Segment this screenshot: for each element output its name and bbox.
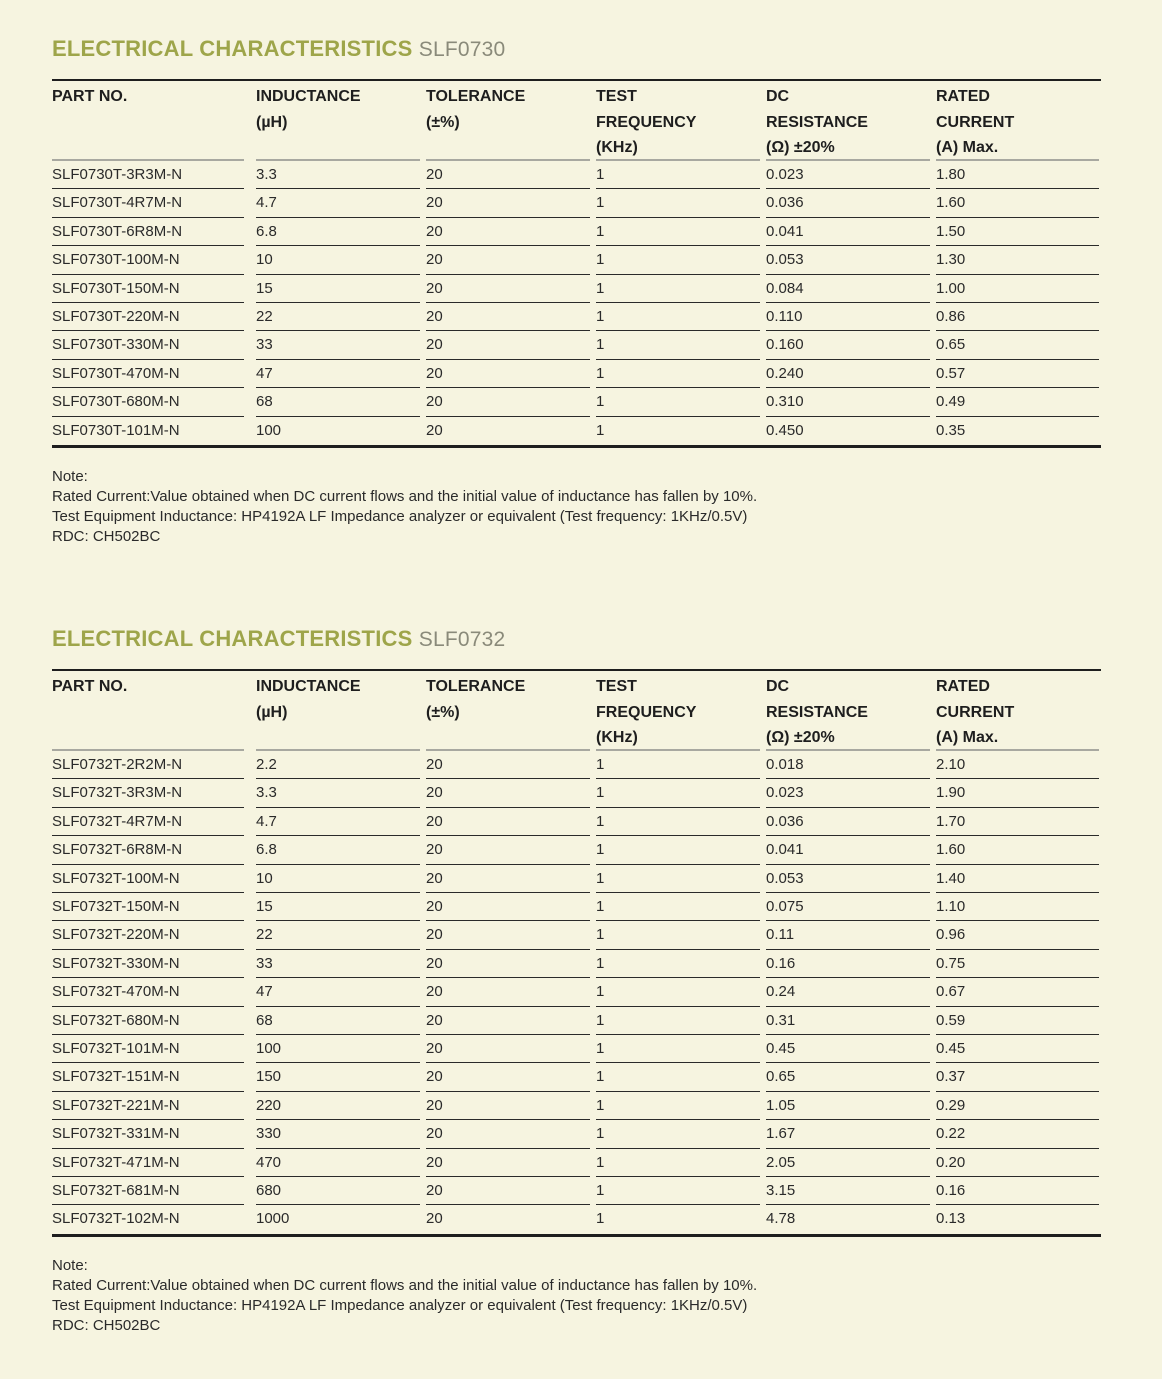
- table-cell: 0.59: [936, 1011, 966, 1029]
- column-header-line: TOLERANCE: [426, 678, 526, 695]
- table-cell: 0.75: [936, 954, 966, 972]
- table-cell: 0.31: [766, 1011, 796, 1029]
- table-cell: 1: [596, 756, 605, 773]
- table-cell: 3.3: [256, 784, 277, 802]
- table-cell: SLF0730T-330M-N: [52, 336, 180, 354]
- column-header-line: (Ω) ±20%: [766, 139, 835, 156]
- note-heading: Note:: [52, 468, 88, 485]
- table-cell: 1: [596, 222, 605, 240]
- table-cell: 10: [256, 251, 273, 269]
- table-cell: 100: [256, 421, 282, 439]
- table-cell: SLF0730T-4R7M-N: [52, 194, 183, 212]
- table-row: [52, 1205, 1101, 1233]
- table-cell: 10: [256, 869, 273, 887]
- table-row: [52, 161, 1101, 189]
- column-header: [256, 674, 361, 725]
- note-line: Rated Current:Value obtained when DC current flows and the initial value of inductance has fallen by 10%.: [52, 1276, 758, 1294]
- table-cell: 0.24: [766, 983, 796, 1001]
- table-cell: SLF0732T-330M-N: [52, 954, 180, 972]
- table-cell: SLF0730T-220M-N: [52, 308, 180, 325]
- table-cell: 1.60: [936, 841, 966, 859]
- table-cell: SLF0730T-101M-N: [52, 421, 180, 439]
- column-header-line: DC: [766, 678, 790, 695]
- table-cell: 0.65: [766, 1068, 796, 1086]
- table-cell: 1.30: [936, 251, 966, 269]
- table-cell: 0.96: [936, 926, 966, 944]
- table-cell: 1: [596, 279, 605, 297]
- table-cell: SLF0732T-681M-N: [52, 1182, 180, 1199]
- table-row: [52, 865, 1101, 893]
- table-cell: SLF0732T-6R8M-N: [52, 841, 183, 859]
- table-top-rule: [52, 79, 1101, 81]
- table-row: [52, 218, 1101, 246]
- table-cell: 20: [426, 1210, 443, 1228]
- table-cell: SLF0730T-470M-N: [52, 364, 180, 382]
- table-cell: SLF0730T-100M-N: [52, 251, 180, 269]
- table-cell: 20: [426, 364, 443, 382]
- table-cell: SLF0732T-100M-N: [52, 869, 180, 887]
- table-cell: 22: [256, 308, 273, 325]
- note-line: Test Equipment Inductance: HP4192A LF Impedance analyzer or equivalent (Test frequency: 1KHz/0.5V): [52, 1296, 748, 1314]
- table-cell: 470: [256, 1153, 282, 1171]
- column-header: [766, 674, 868, 751]
- table-cell: 1: [596, 1096, 605, 1114]
- column-header-line: RESISTANCE: [766, 113, 868, 131]
- table-cell: 1: [596, 1125, 605, 1143]
- table-cell: 20: [426, 421, 443, 439]
- column-header-line: (±%): [426, 703, 460, 721]
- column-header: [596, 674, 696, 751]
- table-cell: 20: [426, 393, 443, 411]
- table-cell: 20: [426, 1153, 443, 1171]
- column-header: [596, 84, 696, 161]
- table-cell: 20: [426, 1125, 443, 1143]
- table-cell: 1: [596, 784, 605, 802]
- column-header: [256, 84, 361, 135]
- table-top-rule: [52, 669, 1101, 671]
- table-cell: 1: [596, 194, 605, 212]
- table-cell: SLF0730T-6R8M-N: [52, 222, 183, 240]
- column-header-line: (µH): [256, 703, 288, 721]
- table-cell: 0.65: [936, 336, 966, 354]
- table-cell: 1: [596, 364, 605, 382]
- table-cell: 1: [596, 898, 605, 915]
- table-cell: 1000: [256, 1210, 290, 1228]
- table-cell: SLF0732T-151M-N: [52, 1068, 180, 1086]
- table-cell: 0.023: [766, 784, 804, 802]
- table-row: [52, 1063, 1101, 1091]
- table-cell: 0.310: [766, 393, 804, 411]
- table-cell: 1: [596, 812, 605, 830]
- table-row: [52, 388, 1101, 416]
- table-cell: 20: [426, 222, 443, 240]
- table-cell: 68: [256, 393, 273, 411]
- table-cell: 0.240: [766, 364, 804, 382]
- table-cell: 1: [596, 1068, 605, 1086]
- column-header-line: (KHz): [596, 729, 638, 746]
- table-row: [52, 303, 1101, 331]
- table-row: [52, 893, 1101, 921]
- table-cell: SLF0732T-3R3M-N: [52, 784, 183, 802]
- table-cell: 1: [596, 393, 605, 411]
- table-cell: 220: [256, 1096, 282, 1114]
- table-cell: 0.023: [766, 166, 804, 183]
- table-cell: 15: [256, 898, 273, 915]
- table-row: [52, 275, 1101, 303]
- column-header-line: (A) Max.: [936, 729, 999, 746]
- table-bottom-rule: [52, 1234, 1101, 1237]
- table-cell: 1: [596, 1182, 605, 1199]
- table-cell: 6.8: [256, 841, 277, 859]
- column-header-line: INDUCTANCE: [256, 678, 361, 695]
- column-header-line: (KHz): [596, 139, 638, 156]
- table-cell: 20: [426, 1011, 443, 1029]
- column-header-line: DC: [766, 88, 790, 105]
- table-cell: 1: [596, 1153, 605, 1171]
- table-cell: 0.57: [936, 364, 966, 382]
- table-cell: 0.041: [766, 222, 804, 240]
- table-cell: 1.10: [936, 898, 966, 915]
- table-cell: 1.90: [936, 784, 966, 802]
- table-cell: 6.8: [256, 222, 277, 240]
- table-cell: 20: [426, 841, 443, 859]
- table-cell: SLF0730T-3R3M-N: [52, 166, 183, 183]
- column-header-line: FREQUENCY: [596, 113, 697, 131]
- table-cell: 1: [596, 983, 605, 1001]
- table-cell: 100: [256, 1040, 282, 1057]
- table-cell: 20: [426, 336, 443, 354]
- table-cell: 330: [256, 1125, 282, 1143]
- table-cell: 1: [596, 1011, 605, 1029]
- table-cell: 1: [596, 841, 605, 859]
- table-cell: 0.86: [936, 308, 966, 325]
- notes-block: [52, 1256, 757, 1336]
- table-cell: 33: [256, 954, 273, 972]
- table-cell: 0.67: [936, 983, 966, 1001]
- table-row: [52, 978, 1101, 1006]
- table-cell: 20: [426, 194, 443, 212]
- table-cell: 20: [426, 1096, 443, 1114]
- table-row: [52, 779, 1101, 807]
- table-cell: 680: [256, 1182, 282, 1199]
- table-cell: 0.45: [936, 1040, 966, 1057]
- table-row: [52, 836, 1101, 864]
- column-header-line: (µH): [256, 113, 288, 131]
- table-cell: 0.018: [766, 756, 804, 773]
- table-cell: 1.60: [936, 194, 966, 212]
- column-header: [936, 84, 1014, 161]
- table-cell: 0.20: [936, 1153, 966, 1171]
- table-cell: 1: [596, 308, 605, 325]
- table-row: [52, 1177, 1101, 1205]
- table-cell: 2.2: [256, 756, 277, 773]
- model-number: SLF0730: [418, 38, 506, 61]
- table-row: [52, 808, 1101, 836]
- table-cell: 0.160: [766, 336, 804, 354]
- note-line: RDC: CH502BC: [52, 1316, 161, 1334]
- column-header-line: PART NO.: [52, 678, 128, 695]
- table-cell: 1.70: [936, 812, 966, 830]
- table-cell: 0.16: [766, 954, 796, 972]
- table-cell: 1.50: [936, 222, 966, 240]
- table-cell: 4.78: [766, 1210, 796, 1228]
- table-cell: 20: [426, 251, 443, 269]
- table-cell: 1: [596, 166, 605, 183]
- section-title: [52, 36, 1101, 62]
- table-row: [52, 331, 1101, 359]
- table-cell: 0.036: [766, 194, 804, 212]
- table-cell: 1: [596, 1210, 605, 1228]
- column-header-line: INDUCTANCE: [256, 88, 361, 105]
- table-cell: 2.05: [766, 1153, 796, 1171]
- column-header-line: TEST: [596, 678, 637, 695]
- table-cell: 15: [256, 279, 273, 297]
- table-cell: SLF0732T-680M-N: [52, 1011, 180, 1029]
- table-cell: 47: [256, 364, 273, 382]
- table-cell: 0.053: [766, 869, 804, 887]
- table-cell: SLF0732T-471M-N: [52, 1153, 180, 1171]
- table-cell: 1: [596, 954, 605, 972]
- table-cell: SLF0730T-680M-N: [52, 393, 180, 411]
- table-cell: 20: [426, 983, 443, 1001]
- table-cell: 0.075: [766, 898, 804, 915]
- title-text: ELECTRICAL CHARACTERISTICS: [52, 36, 413, 61]
- note-line: RDC: CH502BC: [52, 528, 161, 545]
- table-cell: 20: [426, 308, 443, 325]
- table-cell: 20: [426, 1182, 443, 1199]
- table-row: [52, 246, 1101, 274]
- table-row: [52, 950, 1101, 978]
- table-row: [52, 1035, 1101, 1063]
- column-header-line: FREQUENCY: [596, 703, 697, 721]
- table-cell: 20: [426, 1040, 443, 1057]
- table-cell: 3.3: [256, 166, 277, 183]
- column-header: [766, 84, 868, 161]
- table-cell: 1.80: [936, 166, 966, 183]
- characteristics-section: [52, 626, 1101, 1334]
- column-header-line: RATED: [936, 88, 990, 105]
- column-header: [52, 84, 127, 110]
- column-header-line: CURRENT: [936, 703, 1015, 721]
- table-cell: 150: [256, 1068, 282, 1086]
- column-header: [52, 674, 127, 700]
- table-cell: 1: [596, 1040, 605, 1057]
- table-cell: 20: [426, 1068, 443, 1086]
- column-header-line: CURRENT: [936, 113, 1015, 131]
- table-row: [52, 1149, 1101, 1177]
- table-cell: 0.35: [936, 421, 966, 439]
- table-cell: SLF0732T-470M-N: [52, 983, 180, 1001]
- column-header-line: TEST: [596, 88, 637, 105]
- table-cell: SLF0732T-220M-N: [52, 926, 180, 944]
- section-title: [52, 626, 1101, 652]
- table-row: [52, 189, 1101, 217]
- table-cell: 20: [426, 954, 443, 972]
- table-cell: SLF0732T-150M-N: [52, 898, 180, 915]
- table-cell: 0.49: [936, 393, 966, 411]
- table-cell: 3.15: [766, 1182, 796, 1199]
- table-cell: 20: [426, 869, 443, 887]
- table-row: [52, 360, 1101, 388]
- note-heading: Note:: [52, 1256, 88, 1274]
- table-cell: 0.29: [936, 1096, 966, 1114]
- model-number: SLF0732: [418, 628, 506, 651]
- table-cell: 0.11: [766, 926, 795, 944]
- table-cell: 0.036: [766, 812, 804, 830]
- table-cell: SLF0730T-150M-N: [52, 279, 180, 297]
- table-row: [52, 921, 1101, 949]
- table-cell: 20: [426, 926, 443, 944]
- table-cell: 0.053: [766, 251, 804, 269]
- table-cell: SLF0732T-4R7M-N: [52, 812, 183, 830]
- table-cell: 0.37: [936, 1068, 966, 1086]
- table-row: [52, 751, 1101, 779]
- column-header-line: RATED: [936, 678, 990, 695]
- table-cell: 20: [426, 812, 443, 830]
- table-cell: 4.7: [256, 194, 277, 212]
- table-cell: 0.16: [936, 1182, 966, 1199]
- table-cell: 2.10: [936, 756, 966, 773]
- column-header: [426, 674, 525, 725]
- table-cell: 4.7: [256, 812, 277, 830]
- column-header-line: (Ω) ±20%: [766, 729, 835, 746]
- table-cell: 20: [426, 784, 443, 802]
- table-cell: 0.084: [766, 279, 804, 297]
- column-header-line: (±%): [426, 113, 460, 131]
- column-header-line: RESISTANCE: [766, 703, 868, 721]
- table-cell: 20: [426, 898, 443, 915]
- table-cell: 0.450: [766, 421, 804, 439]
- table-cell: 22: [256, 926, 273, 944]
- table-cell: SLF0732T-101M-N: [52, 1040, 180, 1057]
- table-cell: 68: [256, 1011, 273, 1029]
- table-cell: SLF0732T-2R2M-N: [52, 756, 183, 773]
- table-row: [52, 1120, 1101, 1148]
- table-cell: SLF0732T-102M-N: [52, 1210, 180, 1228]
- table-cell: 47: [256, 983, 273, 1001]
- column-header-line: PART NO.: [52, 88, 128, 105]
- table-cell: SLF0732T-331M-N: [52, 1125, 180, 1143]
- table-cell: 1: [596, 336, 605, 354]
- column-header-line: TOLERANCE: [426, 88, 526, 105]
- table-cell: 20: [426, 279, 443, 297]
- table-cell: 1.40: [936, 869, 966, 887]
- table-cell: 1.00: [936, 279, 966, 297]
- note-line: Test Equipment Inductance: HP4192A LF Impedance analyzer or equivalent (Test frequency: 1KHz/0.5V): [52, 508, 748, 525]
- table-row: [52, 1092, 1101, 1120]
- column-header: [426, 84, 525, 135]
- table-cell: 1: [596, 869, 605, 887]
- table-row: [52, 417, 1101, 445]
- table-cell: 1: [596, 421, 605, 439]
- characteristics-section: [52, 36, 1101, 545]
- table-cell: 0.45: [766, 1040, 796, 1057]
- table-cell: 20: [426, 166, 443, 183]
- column-header: [936, 674, 1014, 751]
- table-cell: 0.110: [766, 308, 803, 325]
- table-bottom-rule: [52, 445, 1101, 448]
- table-cell: 0.22: [936, 1125, 966, 1143]
- note-line: Rated Current:Value obtained when DC current flows and the initial value of inductance has fallen by 10%.: [52, 488, 758, 505]
- table-cell: 0.13: [936, 1210, 966, 1228]
- table-cell: 33: [256, 336, 273, 354]
- table-cell: 1.05: [766, 1096, 796, 1114]
- notes-block: [52, 467, 757, 547]
- table-row: [52, 1007, 1101, 1035]
- table-cell: 1: [596, 251, 605, 269]
- table-cell: 1.67: [766, 1125, 796, 1143]
- table-cell: 0.041: [766, 841, 804, 859]
- table-cell: 1: [596, 926, 605, 944]
- table-cell: SLF0732T-221M-N: [52, 1096, 180, 1114]
- title-text: ELECTRICAL CHARACTERISTICS: [52, 626, 413, 651]
- column-header-line: (A) Max.: [936, 139, 999, 156]
- table-cell: 20: [426, 756, 443, 773]
